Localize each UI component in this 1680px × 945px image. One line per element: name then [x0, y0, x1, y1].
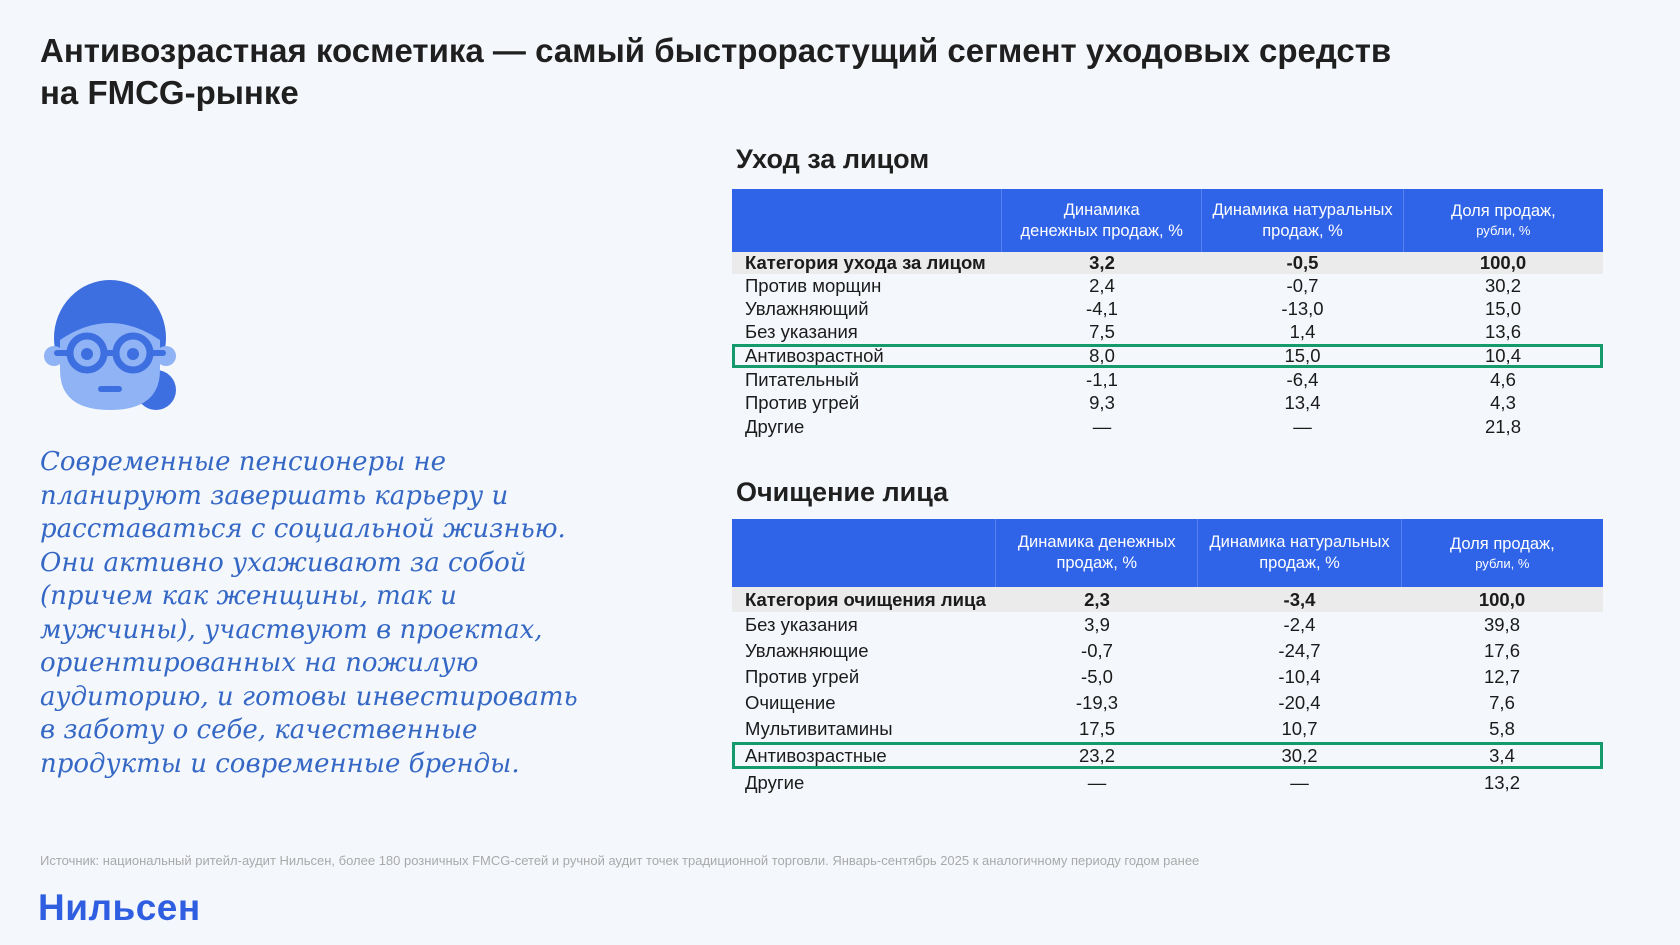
table-row [732, 664, 1603, 690]
row-category: Увлажняющий [745, 297, 869, 319]
row-category: Категория очищения лица [745, 588, 986, 610]
header-money-dynamics: Динамика денежных продаж, % [1001, 189, 1201, 252]
source-note: Источник: национальный ритейл-аудит Нильсен, более 180 розничных FMCG-сетей и ручной аудит точек традиционной торговли. Январь-сентябрь 2025 к аналогичному периоду годом ранее [40, 853, 1200, 868]
row-sales-share: 30,2 [1484, 274, 1521, 296]
row-sales-share: 3,4 [1489, 744, 1515, 766]
table-row [732, 690, 1603, 716]
row-category: Другие [745, 771, 805, 793]
row-money-dynamics: -0,7 [1081, 640, 1113, 661]
row-sales-share: 100,0 [1479, 252, 1527, 273]
row-sales-share: 21,8 [1484, 416, 1521, 437]
row-natural-dynamics: -13,0 [1281, 297, 1324, 319]
row-category: Без указания [745, 614, 858, 635]
row-natural-dynamics: -2,4 [1283, 614, 1316, 635]
row-money-dynamics: -1,1 [1086, 368, 1118, 390]
row-natural-dynamics: -6,4 [1286, 368, 1319, 390]
header-natural-dynamics: Динамика натуральных продаж, % [1197, 519, 1400, 587]
row-sales-share: 7,6 [1489, 692, 1515, 713]
table-row [732, 320, 1603, 344]
row-natural-dynamics: -3,4 [1283, 588, 1316, 610]
row-sales-share: 4,3 [1490, 392, 1516, 413]
row-natural-dynamics: — [1293, 416, 1312, 437]
table-row [732, 274, 1603, 297]
row-natural-dynamics: 13,4 [1284, 392, 1321, 413]
row-natural-dynamics: -0,5 [1286, 252, 1319, 273]
row-money-dynamics: 17,5 [1078, 718, 1115, 739]
row-natural-dynamics: -0,7 [1286, 274, 1319, 296]
row-sales-share: 15,0 [1484, 297, 1521, 319]
page-title-line1: Антивозрастная косметика — самый быстрорастущий сегмент уходовых средств [40, 32, 1392, 69]
row-category: Антивозрастной [745, 345, 884, 366]
face-care-table [732, 189, 1603, 439]
row-sales-share: 4,6 [1490, 368, 1516, 390]
table-row [732, 415, 1603, 439]
row-money-dynamics: — [1087, 771, 1107, 793]
page-title [40, 30, 1520, 114]
row-sales-share: 100,0 [1478, 588, 1526, 610]
row-money-dynamics: 3,2 [1089, 252, 1115, 273]
row-category: Антивозрастные [745, 744, 887, 766]
face-cleansing-table [732, 519, 1603, 796]
row-money-dynamics: 9,3 [1089, 392, 1115, 413]
row-money-dynamics: 2,4 [1089, 274, 1115, 296]
page-title-line2: на FMCG-рынке [40, 74, 299, 111]
row-natural-dynamics: — [1290, 771, 1309, 793]
table-row [732, 297, 1603, 320]
row-natural-dynamics: -10,4 [1278, 666, 1321, 687]
table-total-row [732, 587, 1603, 612]
nielsen-logo: Нильсен [38, 887, 201, 928]
row-money-dynamics: 23,2 [1078, 744, 1115, 766]
quote-text: Современные пенсионеры не планируют завершать карьеру и расставаться с социальной жизнью. Они активно ухаживают за собой (причем как женщины, так и мужчины), участвуют в проектах, ориентированных на пожилую аудиторию, и готовы инвестировать в заботу о себе, качественные продукты и современные бренды. [40, 447, 578, 779]
row-category: Категория ухода за лицом [745, 252, 986, 273]
row-natural-dynamics: 30,2 [1281, 744, 1318, 766]
row-category: Против угрей [745, 666, 860, 687]
row-sales-share: 10,4 [1484, 345, 1521, 366]
row-money-dynamics: 7,5 [1089, 321, 1115, 342]
table-header [732, 189, 1603, 252]
row-category: Против угрей [745, 392, 860, 413]
row-sales-share: 13,2 [1483, 771, 1520, 793]
senior-woman-with-glasses-icon [40, 278, 180, 413]
row-category: Без указания [745, 321, 858, 342]
row-sales-share: 5,8 [1489, 718, 1515, 739]
row-category: Увлажняющие [745, 640, 869, 661]
table-header [732, 519, 1603, 587]
table-row [732, 612, 1603, 638]
table-row-highlighted [732, 344, 1603, 368]
row-category: Питательный [745, 368, 859, 390]
row-money-dynamics: 3,9 [1084, 614, 1110, 635]
row-natural-dynamics: -24,7 [1278, 640, 1321, 661]
row-money-dynamics: 8,0 [1089, 345, 1115, 366]
row-money-dynamics: -19,3 [1075, 692, 1119, 713]
table-row [732, 716, 1603, 742]
row-sales-share: 17,6 [1483, 640, 1520, 661]
face-care-title: Уход за лицом [736, 144, 930, 174]
table-row-highlighted [732, 742, 1603, 769]
row-natural-dynamics: 15,0 [1284, 345, 1321, 366]
row-sales-share: 39,8 [1483, 614, 1520, 635]
row-natural-dynamics: 10,7 [1281, 718, 1318, 739]
row-money-dynamics: — [1092, 416, 1112, 437]
row-category: Очищение [745, 692, 836, 713]
row-natural-dynamics: -20,4 [1278, 692, 1321, 713]
row-category: Мультивитамины [745, 718, 893, 739]
row-natural-dynamics: 1,4 [1289, 321, 1316, 342]
table-row [732, 368, 1603, 391]
face-cleansing-title: Очищение лица [736, 477, 949, 507]
row-sales-share: 13,6 [1484, 321, 1521, 342]
row-money-dynamics: -4,1 [1086, 297, 1118, 319]
header-sales-share: Доля продаж, рубли, % [1403, 189, 1603, 252]
table-row [732, 391, 1603, 415]
header-natural-dynamics: Динамика натуральных продаж, % [1201, 189, 1402, 252]
table-total-row [732, 252, 1603, 274]
header-money-dynamics: Динамика денежных продаж, % [995, 519, 1197, 587]
row-money-dynamics: -5,0 [1081, 666, 1113, 687]
row-category: Против морщин [745, 274, 882, 296]
header-sales-share: Доля продаж, рубли, % [1401, 519, 1603, 587]
row-money-dynamics: 2,3 [1084, 588, 1110, 610]
row-sales-share: 12,7 [1483, 666, 1520, 687]
table-row [732, 638, 1603, 664]
table-row [732, 769, 1603, 796]
row-category: Другие [745, 416, 805, 437]
